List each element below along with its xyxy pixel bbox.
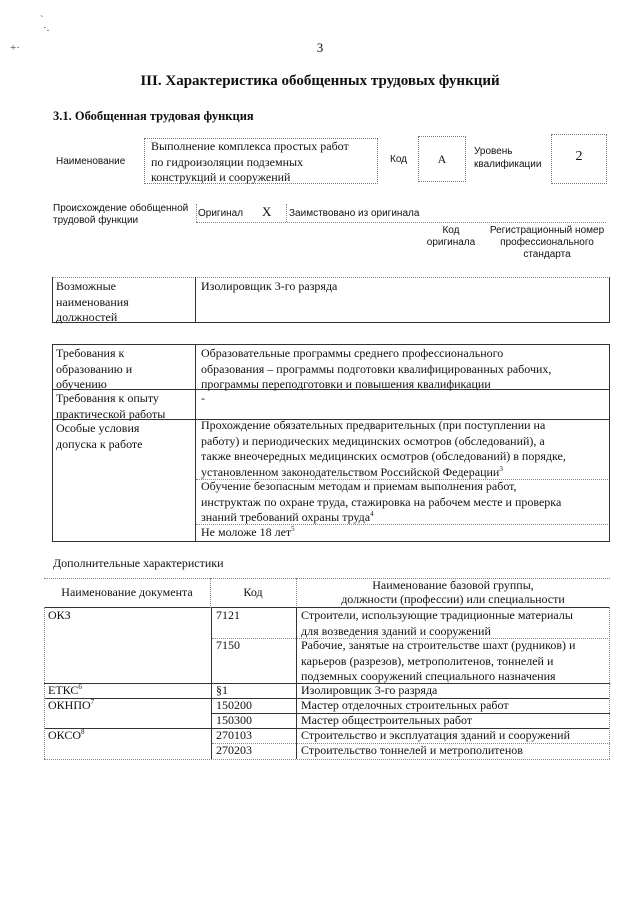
positions-border [52, 277, 53, 323]
row-border [44, 759, 610, 760]
special-conditions-training: Обучение безопасным методам и приемам выполнения работ, инструктаж по охране труда, стажировка на рабочем месте и проверка знаний требований охраны труда$^4$ [201, 479, 562, 524]
positions-top-border [52, 277, 610, 278]
table-row-doc: ЕТКС$^6$ [48, 683, 82, 697]
experience-label: Требования к опыту практической работы [56, 391, 166, 421]
header-name: Наименование базовой группы, должности (профессии) или специальности [341, 578, 565, 606]
table-row-code: 270203 [216, 743, 252, 757]
level-label: Уровень квалификации [474, 146, 542, 170]
education-value: Образовательные программы среднего профессионального образования – программы подготовки квалифицированных рабочих, программы переподготовки и повышения квалификации [201, 346, 552, 391]
additional-title: Дополнительные характеристики [53, 556, 224, 570]
footnote-ref: 7 [90, 698, 95, 706]
table-row-name: Строительство и эксплуатация зданий и сооружений [301, 728, 570, 742]
subsection-title: 3.1. Обобщенная трудовая функция [53, 109, 254, 123]
table-row-code: 150200 [216, 698, 252, 712]
special-conditions-medical: Прохождение обязательных предварительных (при поступлении на работу) и периодических медицинских осмотров (обследований), а также внеочередных медицинских осмотров (обследований) в порядке, установленном законодательством Российской Федерации$^3$ [201, 418, 566, 479]
header-doc: Наименование документа [61, 585, 193, 599]
requirements-border [609, 344, 610, 542]
experience-value: - [201, 391, 205, 405]
requirements-border [52, 344, 53, 542]
special-conditions-age: Не моложе 18 лет$^5$ [201, 525, 295, 539]
table-row-name: Изолировщик 3-го разряда [301, 683, 438, 697]
footnote-ref: 5 [291, 525, 295, 533]
table-row-name: Строительство тоннелей и метрополитенов [301, 743, 523, 757]
column-border [609, 607, 610, 759]
footnote-ref: 6 [78, 683, 82, 691]
requirements-border [195, 344, 196, 542]
positions-border [195, 277, 196, 323]
table-row-name: Мастер отделочных строительных работ [301, 698, 509, 712]
code-original-label: Код оригинала [426, 225, 476, 248]
table-row-doc: ОКСО$^8$ [48, 728, 85, 742]
section-title: III. Характеристика обобщенных трудовых функций [140, 73, 500, 89]
page-number: 3 [316, 40, 324, 55]
code-label: Код [390, 154, 408, 165]
function-name-value: Выполнение комплекса простых работ по гидроизоляции подземных конструкций и сооружений [151, 139, 349, 184]
table-row-code: 7121 [216, 608, 240, 622]
reg-number-label: Регистрационный номер профессионального стандарта [489, 225, 605, 260]
table-row-code: 7150 [216, 638, 240, 652]
borrowed-label: Заимствовано из оригинала [289, 208, 420, 219]
scan-mark: +· [10, 42, 20, 54]
origin-underline [196, 222, 606, 223]
scan-mark: ` [40, 14, 44, 26]
positions-border [609, 277, 610, 323]
positions-label: Возможные наименования должностей [56, 279, 129, 324]
footnote-ref: 3 [499, 464, 503, 473]
column-border [44, 607, 45, 759]
footnote-ref: 8 [81, 728, 85, 736]
level-value: 2 [575, 149, 583, 164]
requirements-top-border [52, 344, 610, 345]
name-label: Наименование [56, 156, 126, 167]
positions-bottom-border [52, 322, 610, 323]
table-row-doc: ОКНПО$^7$ [48, 698, 95, 712]
table-row-code: §1 [216, 683, 228, 697]
table-row-name: Строители, использующие традиционные материалы для возведения зданий и сооружений [301, 608, 573, 638]
origin-label: Происхождение обобщенной трудовой функции [53, 203, 189, 226]
header-code: Код [243, 585, 263, 599]
footnote-ref: 4 [370, 510, 374, 518]
positions-value: Изолировщик 3-го разряда [201, 279, 338, 293]
scan-mark: ·. [43, 22, 50, 34]
table-row-name: Рабочие, занятые на строительстве шахт (рудников) и карьеров (разрезов), метрополитенов, тоннелей и подземных сооружений специального назначения [301, 638, 576, 683]
table-row-code: 150300 [216, 713, 252, 727]
code-value: А [437, 152, 447, 166]
requirements-bottom-border [52, 541, 610, 542]
origin-divider [286, 204, 287, 222]
table-row-name: Мастер общестроительных работ [301, 713, 473, 727]
original-label: Оригинал [198, 208, 244, 219]
original-mark: X [262, 204, 272, 219]
special-conditions-label: Особые условия допуска к работе [56, 421, 143, 451]
table-row-doc: ОКЗ [48, 608, 71, 622]
table-row-code: 270103 [216, 728, 252, 742]
education-label: Требования к образованию и обучению [56, 346, 133, 391]
column-border [211, 607, 212, 759]
origin-divider [196, 204, 197, 222]
column-border [296, 607, 297, 759]
